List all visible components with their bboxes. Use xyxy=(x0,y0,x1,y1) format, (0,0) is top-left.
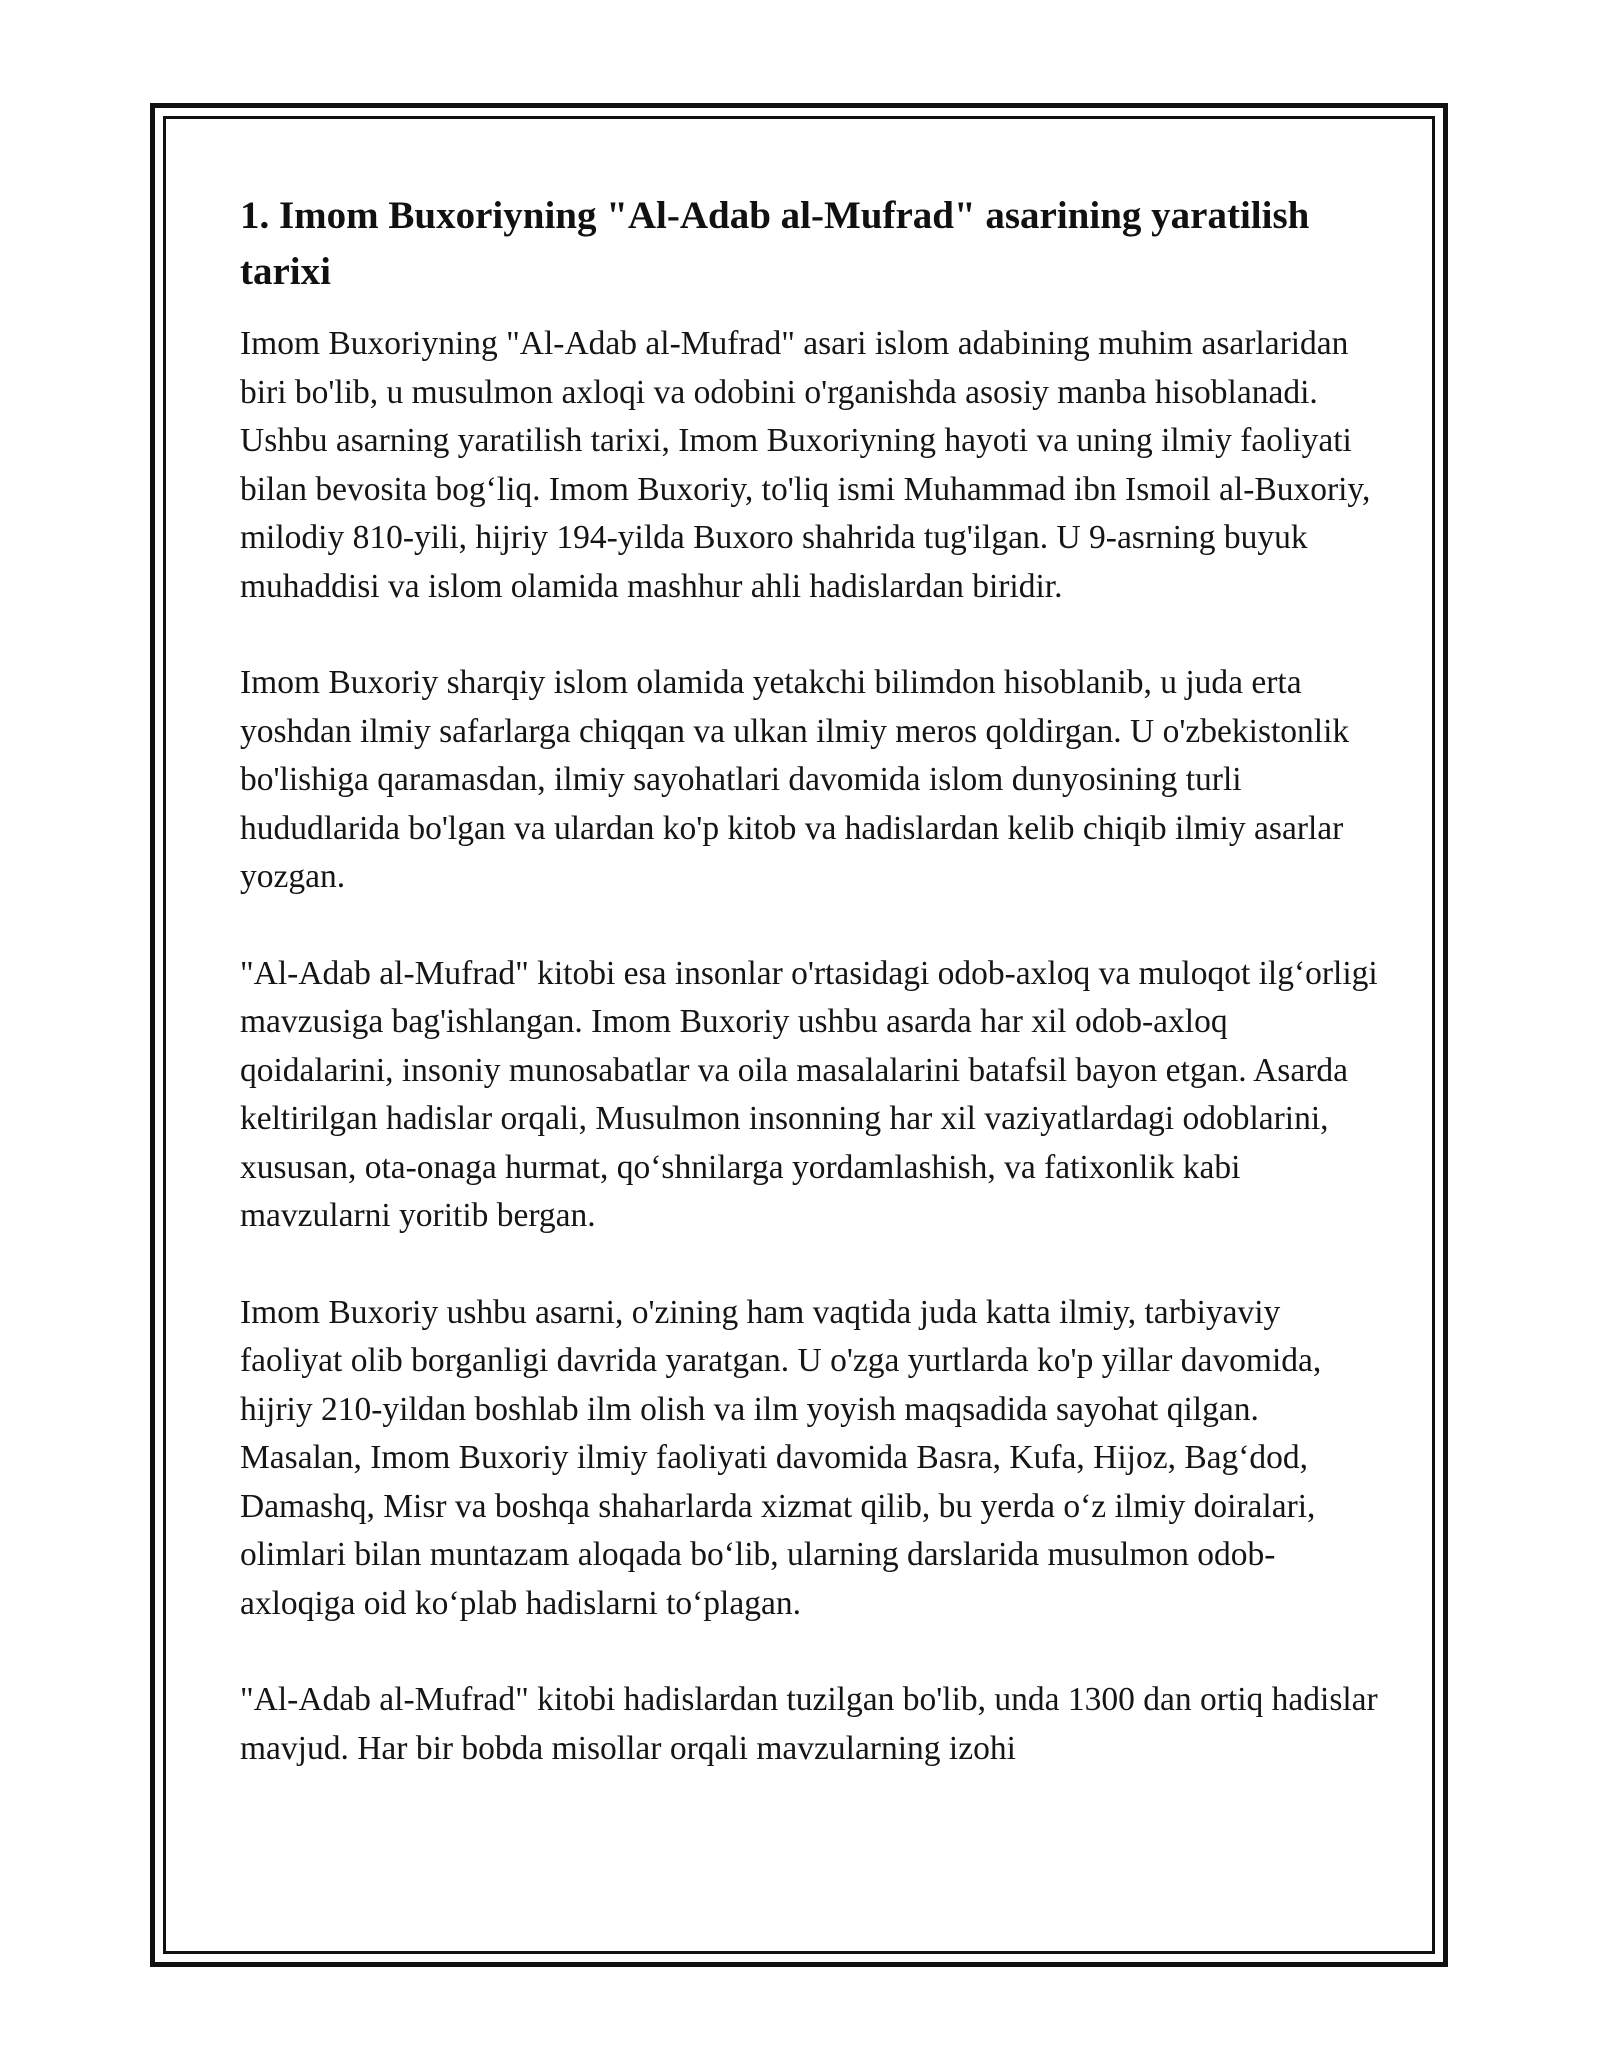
document-content xyxy=(240,188,1380,1821)
section-heading: 1. Imom Buxoriyning "Al-Adab al-Mufrad" asarining yaratilish tarixi xyxy=(240,194,1310,293)
paragraph-4: Imom Buxoriy ushbu asarni, o'zining ham vaqtida juda katta ilmiy, tarbiyaviy faoliyat olib borganligi davrida yaratgan. U o'zga yurtlarda ko'p yillar davomida, hijriy 210-yildan boshlab ilm olish va ilm yoyish maqsadida sayohat qilgan. Masalan, Imom Buxoriy ilmiy faoliyati davomida Basra, Kufa, Hijoz, Bag‘dod, Damashq, Misr va boshqa shaharlarda xizmat qilib, bu yerda o‘z ilmiy doiralari, olimlari bilan muntazam aloqada bo‘lib, ularning darslarida musulmon odob-axloqiga oid ko‘plab hadislarni to‘plagan. xyxy=(240,1293,1322,1622)
page-border-outer xyxy=(150,103,1448,1967)
paragraph-1: Imom Buxoriyning "Al-Adab al-Mufrad" asari islom adabining muhim asarlaridan biri bo'lib, u musulmon axloqi va odobini o'rganishda asosiy manba hisoblanadi. Ushbu asarning yaratilish tarixi, Imom Buxoriyning hayoti va uning ilmiy faoliyati bilan bevosita bog‘liq. Imom Buxoriy, to'liq ismi Muhammad ibn Ismoil al-Buxoriy, milodiy 810-yili, hijriy 194-yilda Buxoro shahrida tug'ilgan. U 9-asrning buyuk muhaddisi va islom olamida mashhur ahli hadislardan biridir. xyxy=(240,325,1371,605)
paragraph-5: "Al-Adab al-Mufrad" kitobi hadislardan tuzilgan bo'lib, unda 1300 dan ortiq hadislar mavjud. Har bir bobda misollar orqali mavzularning izohi xyxy=(240,1681,1378,1767)
paragraph-2: Imom Buxoriy sharqiy islom olamida yetakchi bilimdon hisoblanib, u juda erta yoshdan ilmiy safarlarga chiqqan va ulkan ilmiy meros qoldirgan. U o'zbekistonlik bo'lishiga qaramasdan, ilmiy sayohatlari davomida islom dunyosining turli hududlarida bo'lgan va ulardan ko'p kitob va hadislardan kelib chiqib ilmiy asarlar yozgan. xyxy=(240,664,1350,895)
paragraph-3: "Al-Adab al-Mufrad" kitobi esa insonlar o'rtasidagi odob-axloq va muloqot ilg‘orligi mavzusiga bag'ishlangan. Imom Buxoriy ushbu asarda har xil odob-axloq qoidalarini, insoniy munosabatlar va oila masalalarini batafsil bayon etgan. Asarda keltirilgan hadislar orqali, Musulmon insonning har xil vaziyatlardagi odoblarini, xususan, ota-onaga hurmat, qo‘shnilarga yordamlashish, va fatixonlik kabi mavzularni yoritib bergan. xyxy=(240,954,1378,1234)
